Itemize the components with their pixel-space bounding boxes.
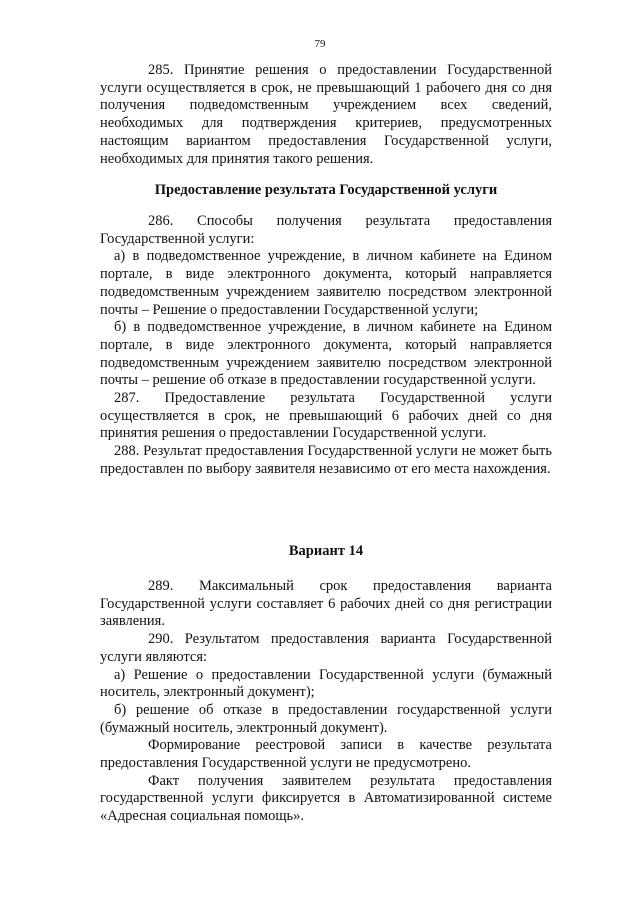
paragraph-290: 290. Результатом предоставления варианта Государственной услуги являются: (100, 631, 552, 665)
paragraph-286-b: б) в подведомственное учреждение, в личном кабинете на Едином портале, в виде электронного документа, который направляется подведомственным учреждением заявителю посредством электронной почты – решение об отказе в предоставлении государственной услуги. (100, 319, 552, 389)
paragraph-290-b: б) решение об отказе в предоставлении государственной услуги (бумажный носитель, электронный документ). (100, 701, 552, 736)
paragraph-287: 287. Предоставление результата Государственной услуги осуществляется в срок, не превышающий 6 рабочих дней со дня принятия решения о предоставлении Государственной услуги. (100, 390, 552, 442)
paragraph-285-text: 285. Принятие решения о предоставлении Государственной услуги осуществляется в срок, не превышающий 1 рабочего дня со дня получения подведомственным учреждением всех сведений, необходимых для подтверждения критериев, предусмотренных настоящим вариантом предоставления Государственной услуги, необходимых для принятия такого решения. (100, 62, 552, 167)
paragraph-286-a: а) в подведомственное учреждение, в личном кабинете на Едином портале, в виде электронного документа, который направляется подведомственным учреждением заявителю посредством электронной почты – Решение о предоставлении Государственной услуги; (100, 248, 552, 318)
section-heading-result: Предоставление результата Государственной услуги (154, 182, 498, 198)
paragraph-fact: Факт получения заявителем результата предоставления государственной услуги фиксируется в Автоматизированной системе «Адресная социальная помощь». (100, 772, 552, 825)
section-variant-body (100, 578, 552, 826)
paragraph-288: 288. Результат предоставления Государственной услуги не может быть предоставлен по выбору заявителя независимо от его места нахождения. (100, 443, 552, 477)
paragraph-registry: Формирование реестровой записи в качестве результата предоставления Государственной услуги не предусмотрено. (100, 737, 552, 772)
section-heading-variant: Вариант 14 (288, 543, 364, 559)
paragraph-286: 286. Способы получения результата предоставления Государственной услуги: (100, 213, 552, 247)
section-result-body (100, 213, 552, 479)
paragraph-285 (100, 62, 552, 168)
paragraph-290-a: а) Решение о предоставлении Государственной услуги (бумажный носитель, электронный документ); (100, 666, 552, 701)
page-number: 79 (314, 38, 326, 50)
paragraph-289: 289. Максимальный срок предоставления варианта Государственной услуги составляет 6 рабочих дней со дня регистрации заявления. (100, 578, 552, 630)
